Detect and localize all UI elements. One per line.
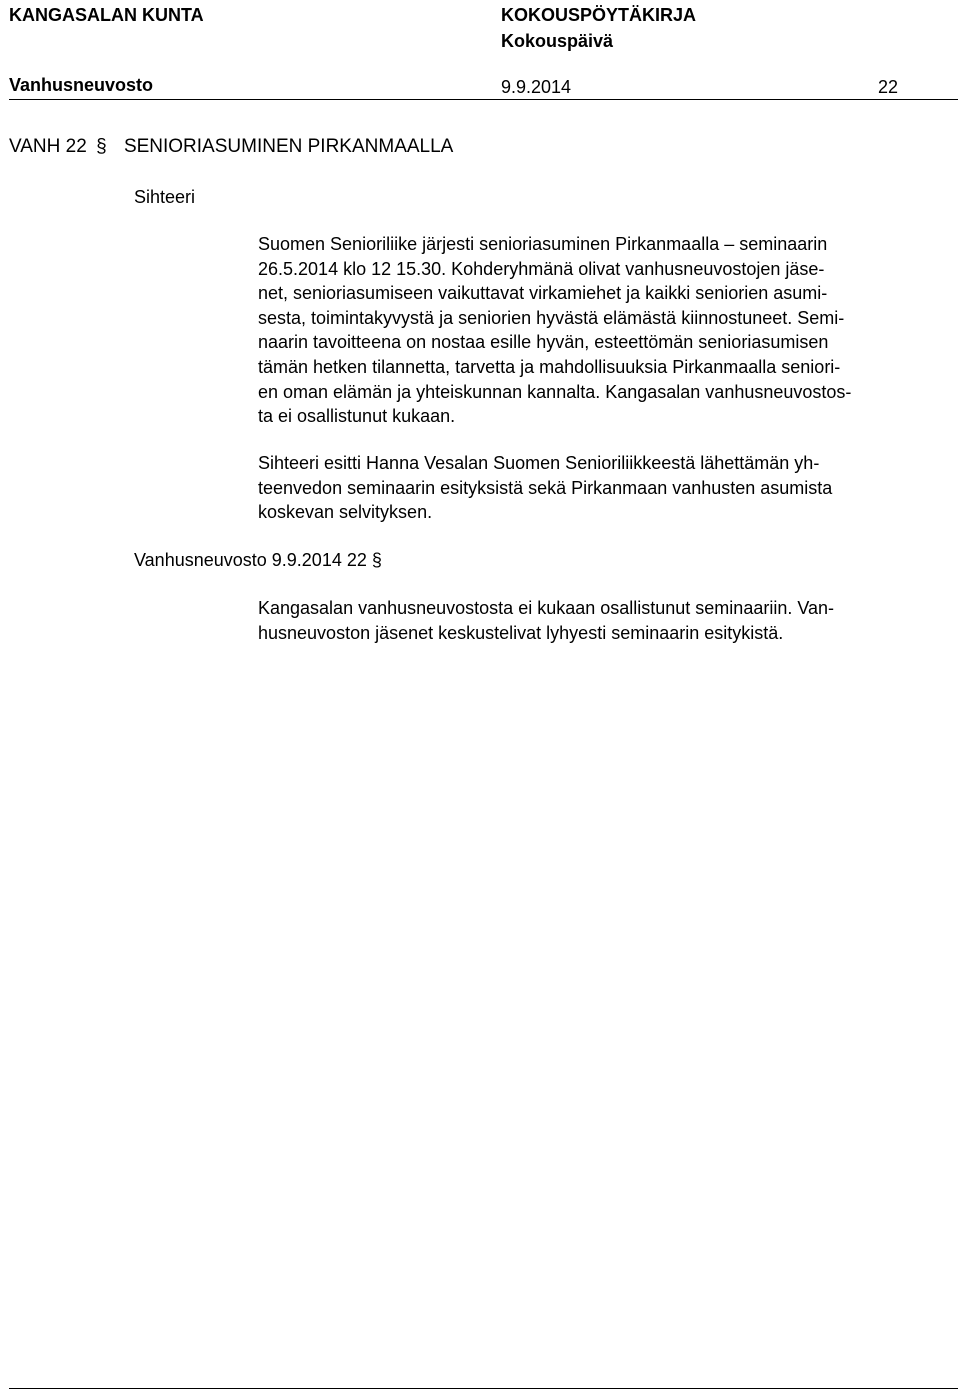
paragraph-line: Sihteeri esitti Hanna Vesalan Suomen Senioriliikkeestä lähettämän yh- (258, 453, 820, 473)
paragraph-line: naarin tavoitteena on nostaa esille hyvän, esteettömän senioriasumisen (258, 332, 829, 353)
presenter-label: Sihteeri (134, 187, 196, 207)
paragraph-line: 26.5.2014 klo 12 15.30. Kohderyhmänä olivat vanhusneuvostojen jäse- (258, 258, 825, 279)
section-code: VANH 22 (9, 136, 87, 157)
section-heading (9, 135, 453, 159)
paragraph-line: teenvedon seminaarin esityksistä sekä Pirkanmaan vanhusten asumista (258, 477, 833, 498)
paragraph-line: net, senioriasumiseen vaikuttavat virkamiehet ja kaikki seniorien asumi- (258, 283, 828, 304)
header-divider (9, 99, 958, 100)
paragraph-line: husneuvoston jäsenet keskustelivat lyhyesti seminaarin esitykistä. (258, 622, 784, 643)
section-sign: § (371, 550, 382, 570)
meeting-body: Vanhusneuvosto (9, 75, 154, 95)
decision-reference-text: Vanhusneuvosto 9.9.2014 22 (134, 550, 367, 570)
decision-paragraph (258, 596, 948, 645)
section-sign: § (96, 136, 107, 157)
meeting-date: 9.9.2014 (501, 77, 572, 97)
paragraph-line: Suomen Senioriliike järjesti senioriasuminen Pirkanmaalla – seminaarin (258, 234, 828, 254)
paragraph-line: tämän hetken tilannetta, tarvetta ja mahdollisuuksia Pirkanmaalla seniori- (258, 356, 841, 377)
section-title: SENIORIASUMINEN PIRKANMAALLA (123, 136, 454, 157)
paragraph-line: ta ei osallistunut kukaan. (258, 406, 456, 427)
footer-divider (9, 1388, 958, 1389)
paragraph-line: Kangasalan vanhusneuvostosta ei kukaan osallistunut seminaariin. Van- (258, 598, 835, 618)
paragraph-line: en oman elämän ja yhteiskunnan kannalta. Kangasalan vanhusneuvostos- (258, 381, 852, 402)
paragraph-line: koskevan selvityksen. (258, 502, 433, 523)
document-type: KOKOUSPÖYTÄKIRJA (501, 5, 697, 25)
paragraph-2 (258, 451, 948, 525)
organization-name: KANGASALAN KUNTA (9, 5, 204, 25)
paragraph-line: sesta, toimintakyvystä ja seniorien hyvästä elämästä kiinnostuneet. Semi- (258, 307, 845, 328)
page-number: 22 (878, 77, 899, 97)
decision-reference (134, 548, 382, 572)
document-subtype: Kokouspäivä (501, 31, 614, 51)
paragraph-1 (258, 232, 948, 429)
